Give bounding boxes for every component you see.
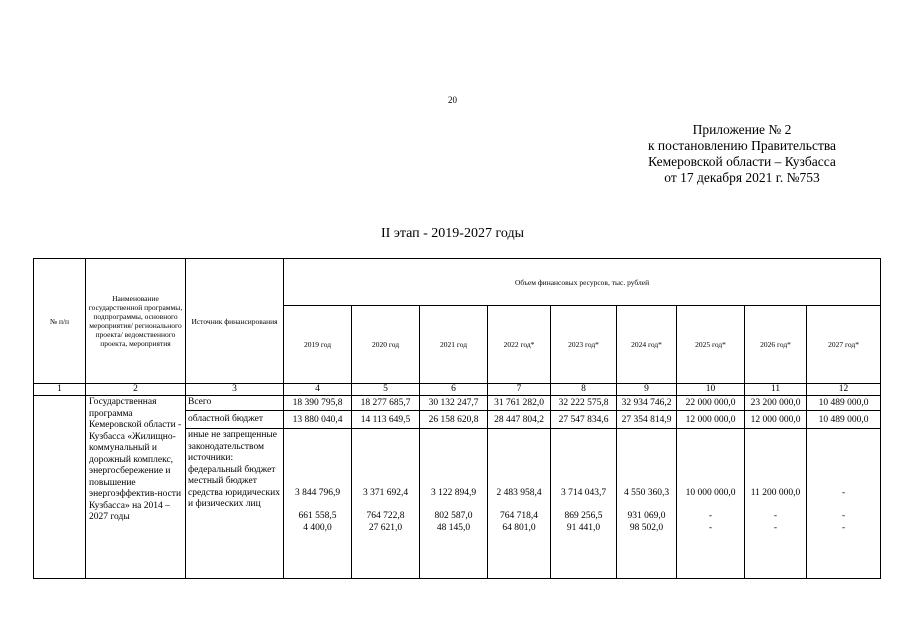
value-federal: -	[841, 487, 846, 498]
source-local: местный бюджет	[188, 476, 257, 486]
header-year: 2024 год*	[617, 306, 677, 384]
column-number: 9	[617, 384, 677, 396]
value-legal: 98 502,0	[629, 522, 664, 533]
header-name: Наименование государственной программы, подпрограммы, основного мероприятия/ регионального проекта/ ведомственного проекта, мероприятия	[86, 259, 186, 384]
page-number: 20	[448, 95, 457, 105]
value-regional: 13 880 040,4	[284, 411, 352, 429]
column-number: 11	[745, 384, 807, 396]
column-number: 12	[807, 384, 881, 396]
value-total: 18 390 795,8	[284, 396, 352, 411]
value-regional: 12 000 000,0	[677, 411, 745, 429]
column-number: 2	[86, 384, 186, 396]
value-legal: 27 621,0	[368, 522, 403, 533]
value-federal: 3 714 043,7	[560, 487, 607, 498]
column-number: 1	[34, 384, 86, 396]
value-regional: 26 158 620,8	[420, 411, 488, 429]
appendix-line: Кемеровской области – Кузбасса	[648, 154, 836, 169]
stage-title: II этап - 2019-2027 годы	[381, 226, 524, 241]
value-total: 23 200 000,0	[745, 396, 807, 411]
values-cell	[551, 429, 617, 579]
value-legal: -	[773, 522, 778, 533]
value-local: 869 256,5	[564, 511, 603, 521]
header-year: 2027 год*	[807, 306, 881, 384]
value-total: 31 761 282,0	[488, 396, 551, 411]
program-name: Государственная программа Кемеровской области - Кузбасса «Жилищно-коммунальный и дорожный комплекс, энергосбережение и повышение энергоэффектив-ности Кузбасса» на 2014 – 2027 годы	[86, 396, 186, 579]
column-number: 8	[551, 384, 617, 396]
value-legal: 48 145,0	[436, 522, 471, 533]
value-local: -	[708, 511, 713, 521]
value-legal: 4 400,0	[303, 522, 332, 533]
header-year: 2021 год	[420, 306, 488, 384]
header-year: 2023 год*	[551, 306, 617, 384]
value-legal: -	[708, 522, 713, 533]
column-number: 7	[488, 384, 551, 396]
values-cell	[617, 429, 677, 579]
header-year: 2020 год	[352, 306, 420, 384]
value-federal: 4 550 360,3	[623, 487, 670, 498]
value-federal: 11 200 000,0	[750, 487, 801, 498]
value-regional: 14 113 649,5	[352, 411, 420, 429]
appendix-line: Приложение № 2	[692, 122, 792, 137]
value-federal: 3 844 796,9	[294, 487, 341, 498]
value-local: -	[773, 511, 778, 521]
values-cell	[488, 429, 551, 579]
column-number: 5	[352, 384, 420, 396]
value-total: 10 489 000,0	[807, 396, 881, 411]
value-local: -	[841, 511, 846, 521]
column-number: 10	[677, 384, 745, 396]
value-legal: -	[841, 522, 846, 533]
value-legal: 64 801,0	[502, 522, 536, 533]
value-regional: 10 489 000,0	[807, 411, 881, 429]
value-federal: 10 000 000,0	[685, 487, 736, 498]
header-year: 2026 год*	[745, 306, 807, 384]
value-regional: 27 547 834,6	[551, 411, 617, 429]
source-regional: областной бюджет	[186, 411, 284, 429]
column-number: 6	[420, 384, 488, 396]
source-other-heading: иные не запрещенные законодательством источники:	[188, 430, 278, 463]
value-federal: 3 371 692,4	[362, 487, 409, 498]
financing-table	[33, 258, 881, 579]
appendix-line: от 17 декабря 2021 г. №753	[664, 170, 820, 185]
value-total: 18 277 685,7	[352, 396, 420, 411]
value-regional: 12 000 000,0	[745, 411, 807, 429]
source-total: Всего	[186, 396, 284, 411]
values-cell	[677, 429, 745, 579]
header-volume: Объем финансовых ресурсов, тыс. рублей	[284, 259, 881, 306]
value-federal: 3 122 894,9	[430, 487, 477, 498]
value-total: 32 934 746,2	[617, 396, 677, 411]
header-year: 2019 год	[284, 306, 352, 384]
appendix-caption	[612, 122, 872, 186]
values-cell	[352, 429, 420, 579]
header-year: 2025 год*	[677, 306, 745, 384]
row-number-cell	[34, 396, 86, 579]
header-no: № п/п	[34, 259, 86, 384]
value-legal: 91 441,0	[566, 522, 601, 533]
value-local: 764 722,8	[366, 511, 405, 521]
values-cell	[284, 429, 352, 579]
source-other	[186, 429, 284, 579]
column-number: 3	[186, 384, 284, 396]
source-federal: федеральный бюджет	[188, 464, 276, 475]
header-year: 2022 год*	[488, 306, 551, 384]
value-local: 931 069,0	[627, 511, 666, 521]
value-total: 30 132 247,7	[420, 396, 488, 411]
value-local: 661 558,5	[298, 511, 337, 521]
value-local: 764 718,4	[500, 511, 538, 521]
value-local: 802 587,0	[434, 511, 473, 521]
value-total: 22 000 000,0	[677, 396, 745, 411]
column-number: 4	[284, 384, 352, 396]
value-regional: 27 354 814,9	[617, 411, 677, 429]
appendix-line: к постановлению Правительства	[647, 138, 837, 153]
value-total: 32 222 575,8	[551, 396, 617, 411]
values-cell	[745, 429, 807, 579]
value-regional: 28 447 804,2	[488, 411, 551, 429]
header-source: Источник финансирования	[186, 259, 284, 384]
source-legal: средства юридических и физических лиц	[188, 487, 280, 509]
value-federal: 2 483 958,4	[496, 487, 542, 498]
values-cell	[807, 429, 881, 579]
values-cell	[420, 429, 488, 579]
